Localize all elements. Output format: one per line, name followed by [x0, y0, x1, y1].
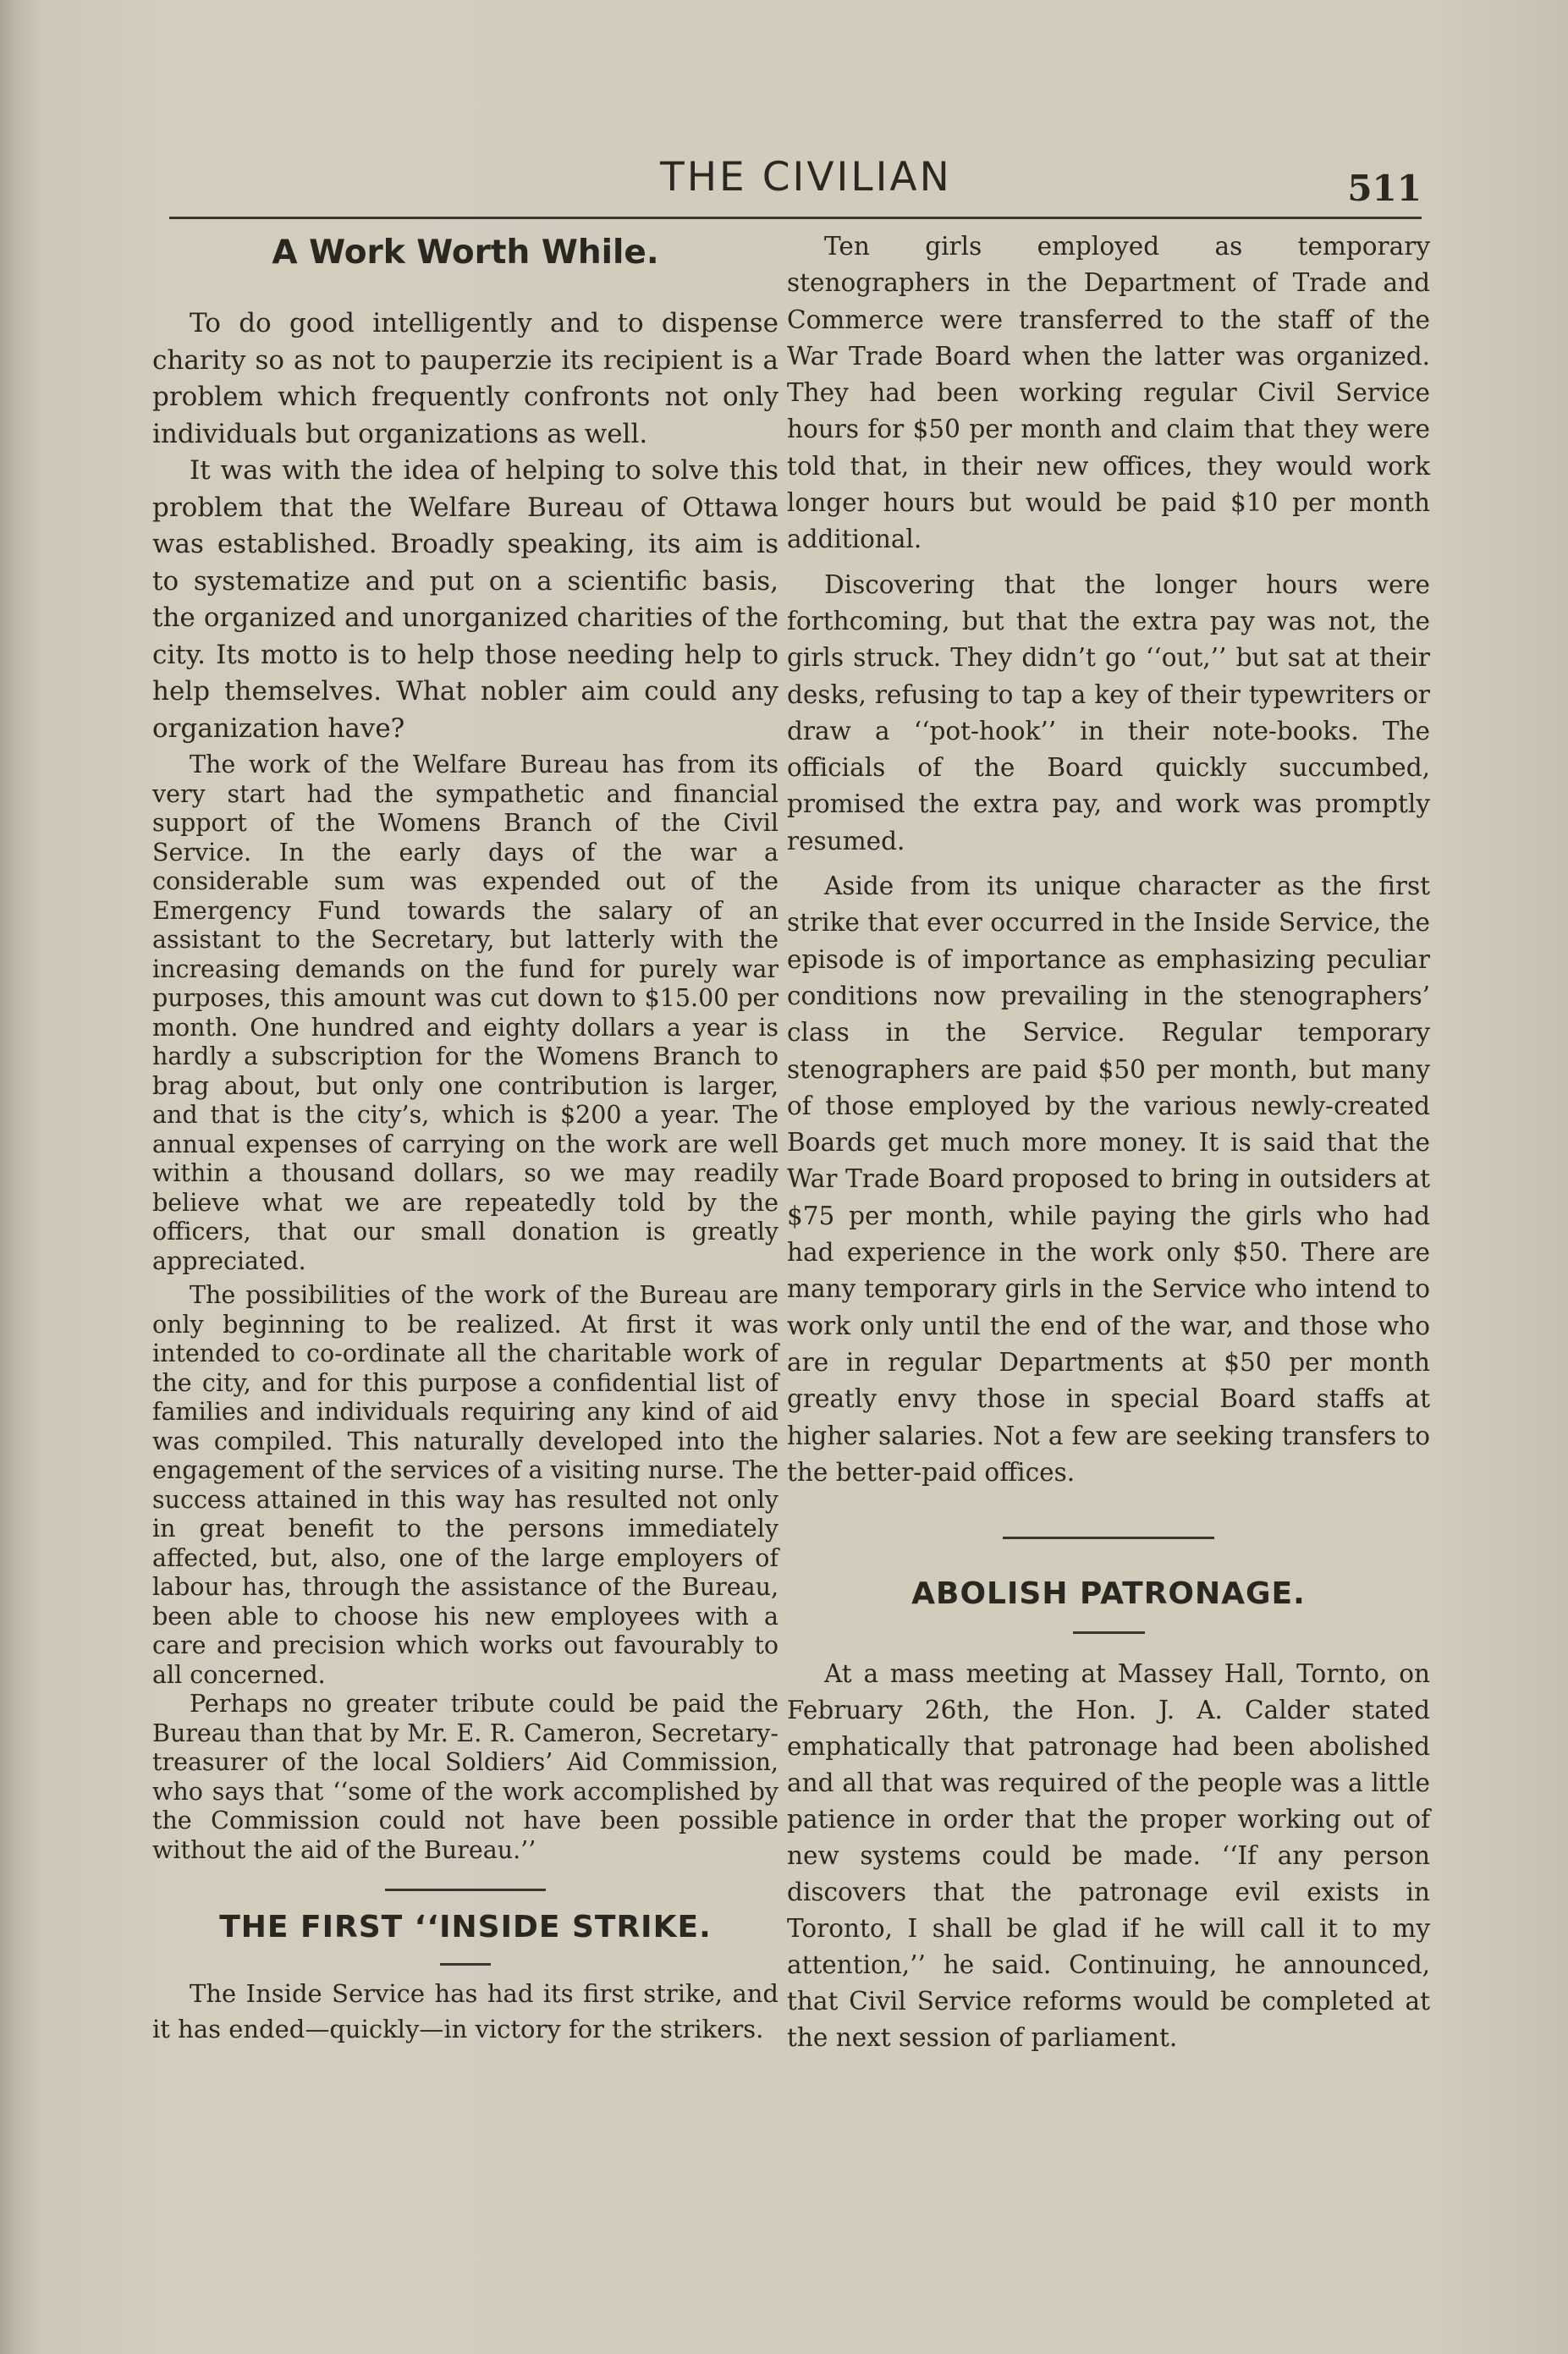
paragraph: The Inside Service has had its first strike, and it has ended—quickly—in victory for the strikers. [152, 1979, 778, 2043]
paragraph: It was with the idea of helping to solve this problem that the Welfare Bureau of Ottawa was established. Broadly speaking, its aim is to systematize and put on a scientific basis, the organized and unorganized charities of the city. Its motto is to help those needing help to help themselves. What nobler aim could any organization have? [152, 455, 778, 744]
running-title: THE CIVILIAN [660, 154, 952, 201]
paragraph: Ten girls employed as temporary stenographers in the Department of Trade and Commerce were transferred to the staff of the War Trade Board when the latter was organized. They had been working regular Civil Service hours for $50 per month and claim that they were told that, in their new offices, they would work longer hours but would be paid $10 per month additional. [787, 232, 1430, 554]
section-divider [1003, 1537, 1214, 1539]
running-header [169, 144, 1430, 228]
heading-underline [440, 1963, 491, 1966]
paragraph: Perhaps no greater tribute could be paid the Bureau than that by Mr. E. R. Cameron, Secretary-treasurer of the local Soldiers’ Aid Commission, who says that ‘‘some of the work accomplished by the Commission could not have been possible without the aid of the Bureau.’’ [152, 1690, 778, 1864]
article-heading-first-inside-strike: THE FIRST ‘‘INSIDE STRIKE. [219, 1910, 712, 1944]
paragraph: Aside from its unique character as the first strike that ever occurred in the Inside Service, the episode is of importance as emphasizing peculiar conditions now prevailing in the stenographers’ class in the Service. Regular temporary stenographers are paid $50 per month, but many of those employed by the various newly-created Boards get much more money. It is said that the War Trade Board proposed to bring in outsiders at $75 per month, while paying the girls who had had experience in the work only $50. There are many temporary girls in the Service who intend to work only until the end of the war, and those who are in regular Departments at $50 per month greatly envy those in special Board staffs at higher salaries. Not a few are seeking transfers to the better-paid offices. [787, 872, 1430, 1487]
section-divider [385, 1889, 546, 1891]
paragraph: The work of the Welfare Bureau has from its very start had the sympathetic and financial support of the Womens Branch of the Civil Service. In the early days of the war a considerable sum was expended out of the Emergency Fund towards the salary of an assistant to the Secretary, but latterly with the increasing demands on the fund for purely war purposes, this amount was cut down to $15.00 per month. One hundred and eighty dollars a year is hardly a subscription for the Womens Branch to brag about, but only one contribution is larger, and that is the city’s, which is $200 a year. The annual expenses of carrying on the work are well within a thousand dollars, so we may readily believe what we are repeatedly told by the officers, that our small donation is greatly appreciated. [152, 751, 778, 1275]
right-column [787, 228, 1430, 2056]
header-rule [169, 217, 1422, 219]
article-heading-work-worth-while: A Work Worth While. [272, 234, 659, 272]
paragraph: To do good intelligently and to dispense charity so as not to pauperzie its recipient is a problem which frequently confronts not only individuals but organizations as well. [152, 308, 778, 449]
heading-underline [1073, 1631, 1145, 1634]
article-heading-abolish-patronage: ABOLISH PATRONAGE. [911, 1576, 1306, 1612]
paragraph: The possibilities of the work of the Bureau are only beginning to be realized. At first it was intended to co-ordinate all the charitable work of the city, and for this purpose a confidential list of families and individuals requiring any kind of aid was compiled. This naturally developed into the engagement of the services of a visiting nurse. The success attained in this way has resulted not only in great benefit to the persons immediately affected, but, also, one of the large employers of labour has, through the assistance of the Bureau, been able to choose his new employees with a care and precision which works out favourably to all concerned. [152, 1281, 778, 1689]
left-column [152, 228, 778, 2047]
paragraph: At a mass meeting at Massey Hall, Tornto, on February 26th, the Hon. J. A. Calder stated emphatically that patronage had been abolished and all that was required of the people was a little patience in order that the proper working out of new systems could be made. ‘‘If any person discovers that the patronage evil exists in Toronto, I shall be glad if he will call it to my attention,’’ he said. Continuing, he announced, that Civil Service reforms would be completed at the next session of parliament. [787, 1659, 1430, 2053]
page-number: 511 [1347, 168, 1422, 209]
paragraph: Discovering that the longer hours were forthcoming, but that the extra pay was not, the girls struck. They didn’t go ‘‘out,’’ but sat at their desks, refusing to tap a key of their typewriters or draw a ‘‘pot-hook’’ in their note-books. The officials of the Board quickly succumbed, promised the extra pay, and work was promptly resumed. [787, 569, 1430, 855]
